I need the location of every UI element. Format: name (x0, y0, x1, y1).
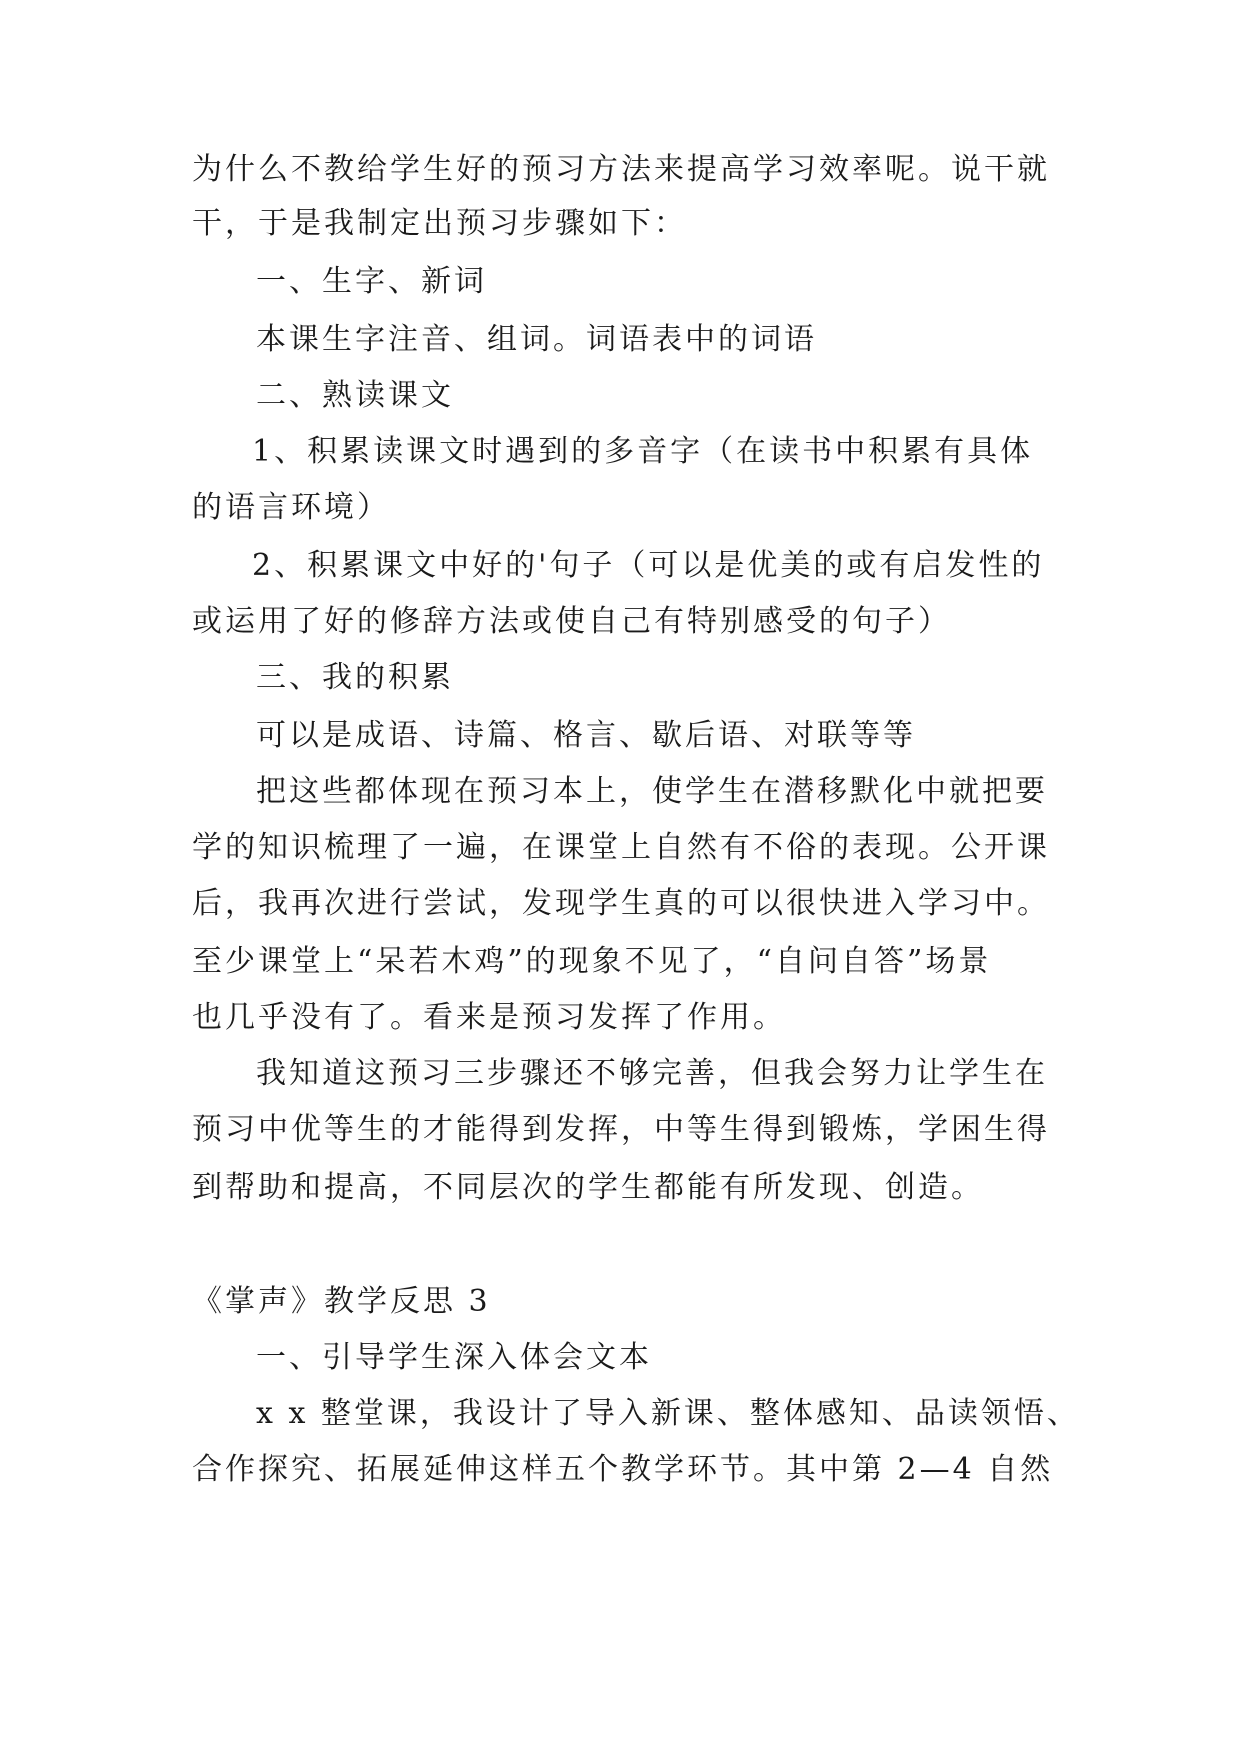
list-item: 2、积累课文中好的'句子（可以是优美的或有启发性的 (252, 548, 1045, 583)
paragraph-line: 合作探究、拓展延伸这样五个教学环节。其中第 2—4 自然 (192, 1452, 1054, 1487)
paragraph-line: 为什么不教给学生好的预习方法来提高学习效率呢。说干就 (192, 152, 1050, 187)
paragraph-line: 预习中优等生的才能得到发挥，中等生得到锻炼，学困生得 (192, 1112, 1050, 1147)
list-heading: 一、引导学生深入体会文本 (256, 1340, 652, 1375)
paragraph-line: 的语言环境） (192, 490, 390, 525)
paragraph-line: 后，我再次进行尝试，发现学生真的可以很快进入学习中。 (192, 886, 1050, 921)
paragraph-line: 可以是成语、诗篇、格言、歇后语、对联等等 (256, 718, 916, 753)
paragraph-line: 把这些都体现在预习本上，使学生在潜移默化中就把要 (256, 774, 1048, 809)
list-item: 1、积累读课文时遇到的多音字（在读书中积累有具体 (252, 434, 1034, 469)
section-title: 《掌声》教学反思 3 (192, 1284, 491, 1319)
list-heading: 一、生字、新词 (256, 264, 487, 299)
list-heading: 三、我的积累 (256, 660, 454, 695)
paragraph-line: 也几乎没有了。看来是预习发挥了作用。 (192, 1000, 786, 1035)
paragraph-line: 或运用了好的修辞方法或使自己有特别感受的句子） (192, 604, 951, 639)
paragraph-line: 至少课堂上“呆若木鸡”的现象不见了，“自问自答”场景 (192, 944, 992, 979)
paragraph-line: 本课生字注音、组词。词语表中的词语 (256, 322, 817, 357)
paragraph-line: 我知道这预习三步骤还不够完善，但我会努力让学生在 (256, 1056, 1048, 1091)
paragraph-line: x x 整堂课，我设计了导入新课、整体感知、品读领悟、 (256, 1396, 1080, 1431)
list-heading: 二、熟读课文 (256, 378, 454, 413)
paragraph-line: 到帮助和提高，不同层次的学生都能有所发现、创造。 (192, 1170, 984, 1205)
paragraph-line: 干，于是我制定出预习步骤如下： (192, 206, 687, 241)
paragraph-line: 学的知识梳理了一遍，在课堂上自然有不俗的表现。公开课 (192, 830, 1050, 865)
